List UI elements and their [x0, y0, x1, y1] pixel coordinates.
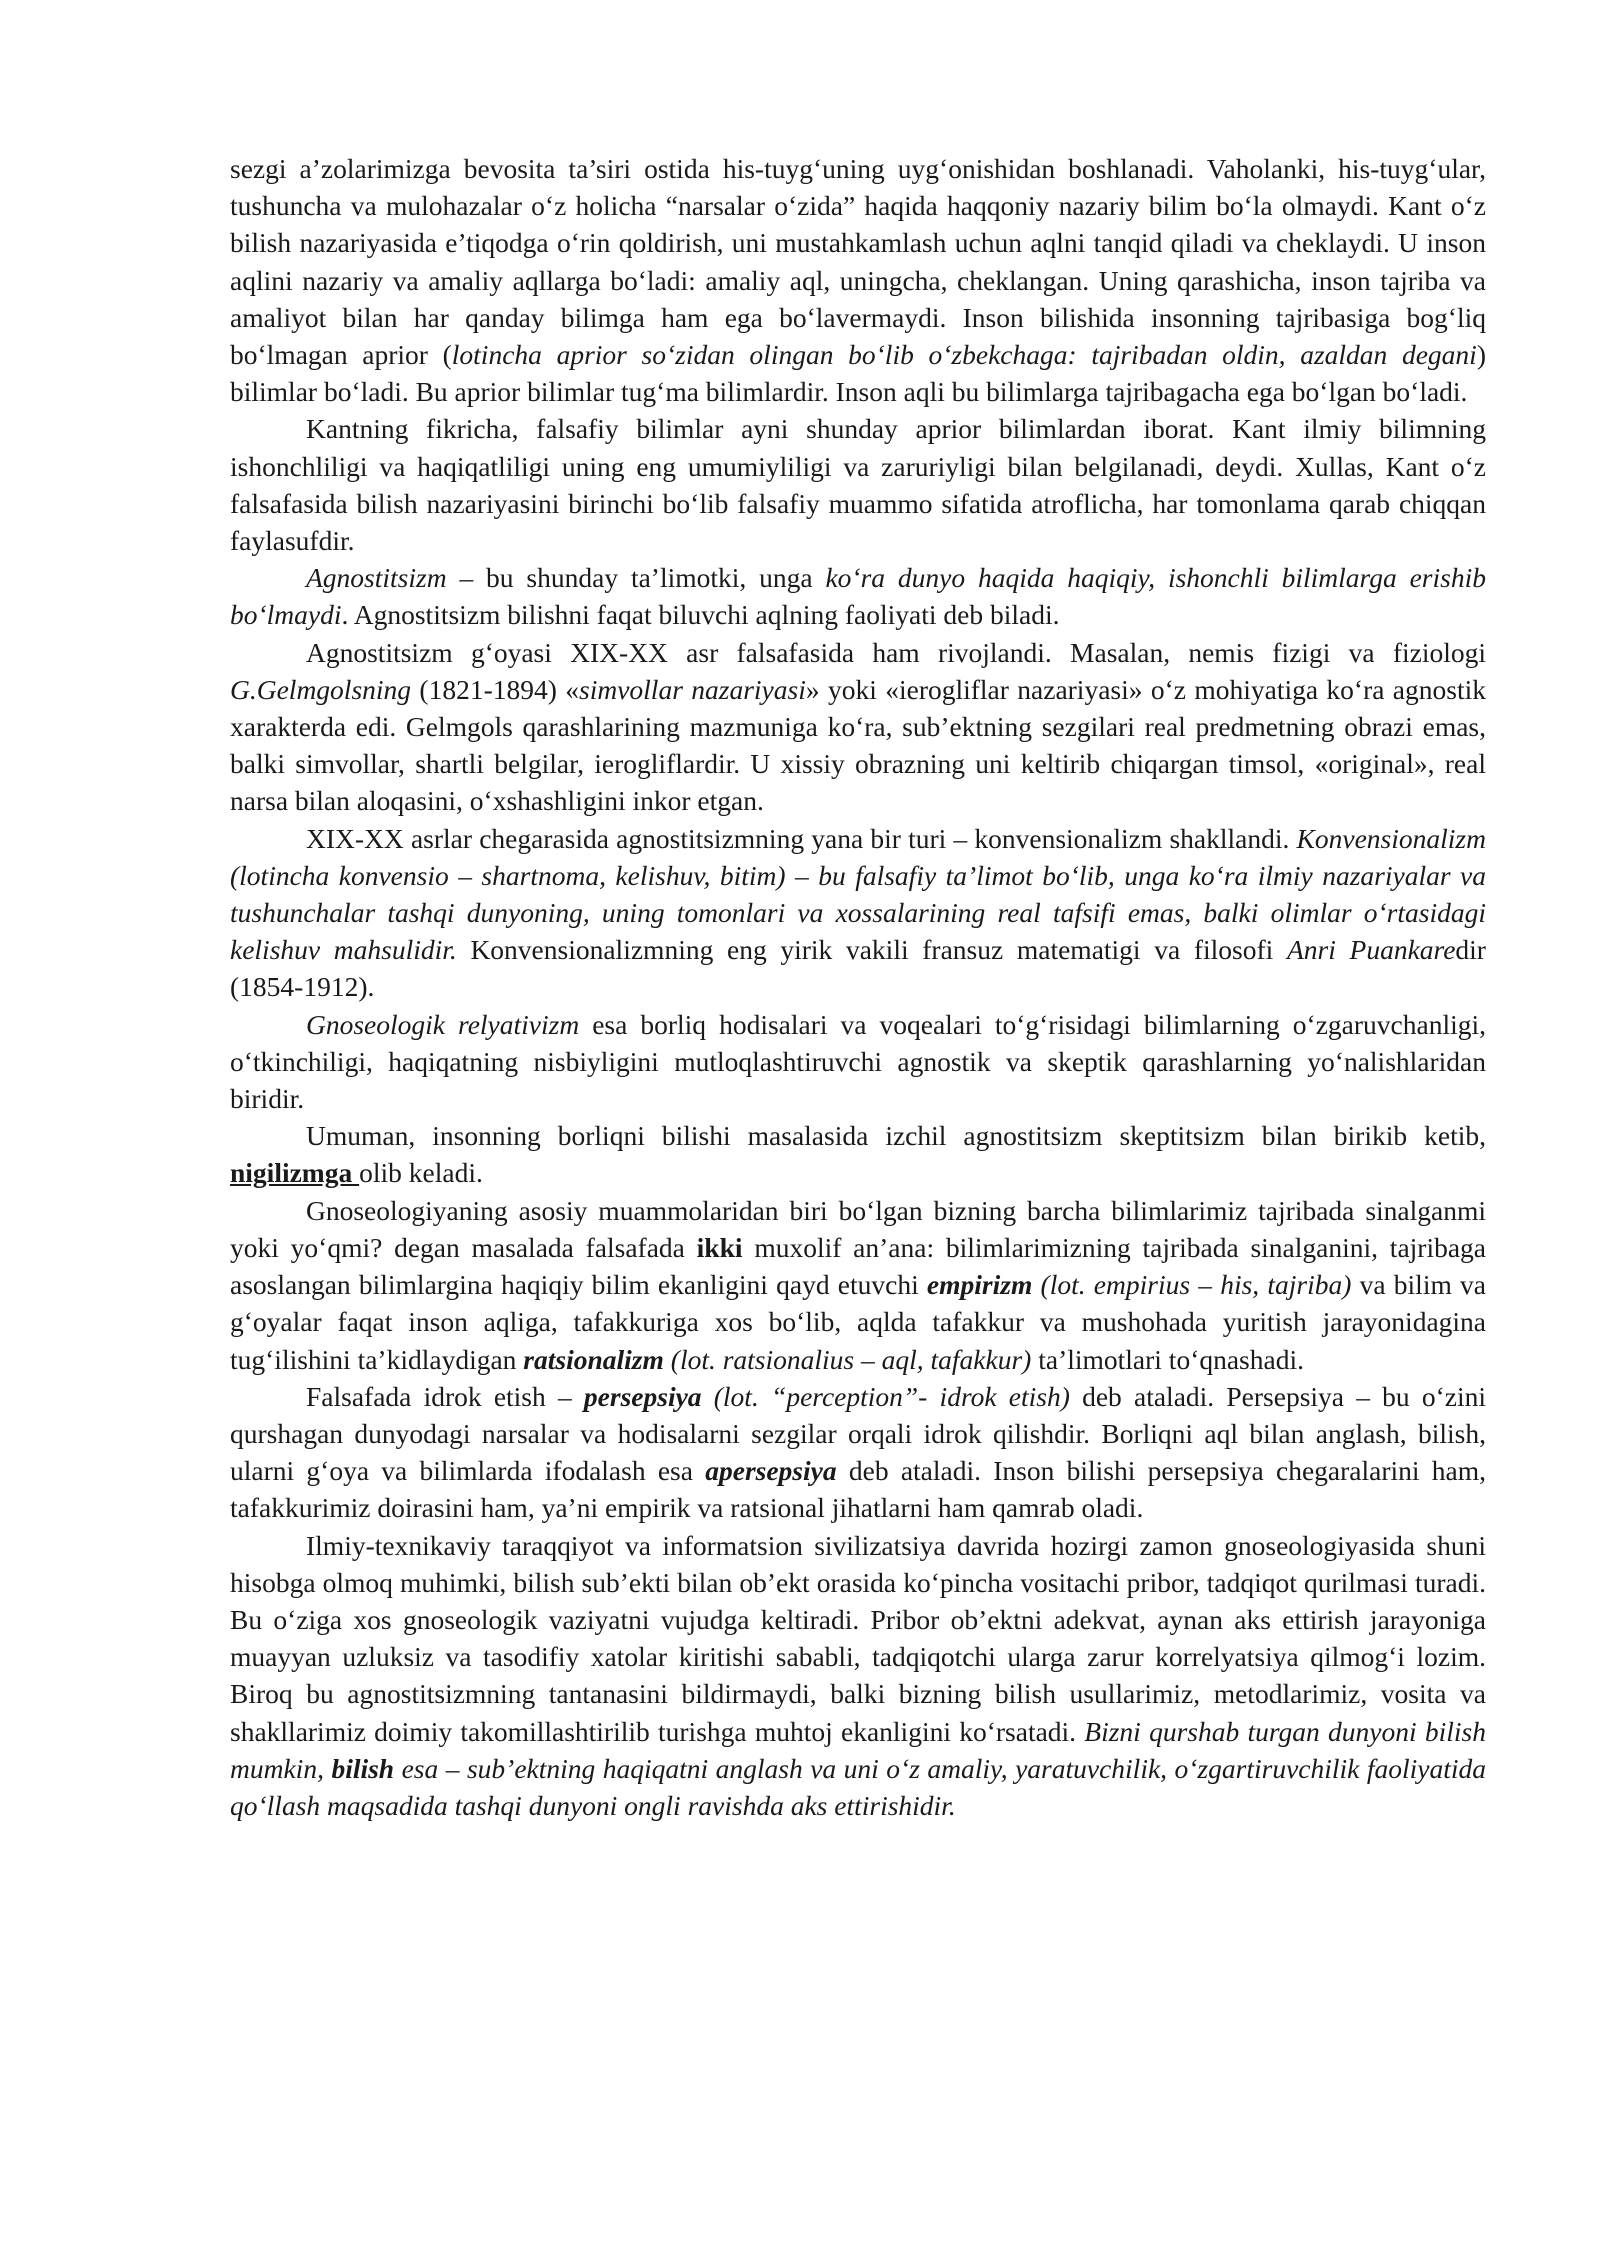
- term-gnoseologik-relyativizm: Gnoseologik relyativizm: [306, 1008, 580, 1040]
- paragraph-kant-theory: [230, 150, 1486, 410]
- name-puankare: Anri Puankare: [1286, 934, 1456, 966]
- text-run: muxolif an’ana: bilimlarimizning tajribada sinalganini, tajribaga asoslangan bilimlargina haqiqiy bilim ekanligini qayd etuvchi: [230, 1231, 1486, 1301]
- text-run: va bilim va g‘oyalar faqat inson aqliga, tafakkuriga xos bo‘lib, aqlda tafakkur va mushohada yuritish jarayonidagina tug‘ilishini ta’kidlaydigan: [230, 1269, 1487, 1375]
- text-run: sezgi a’zolarimizga bevosita ta’siri ostida his-tuyg‘uning uyg‘onishidan boshlanadi. Vaholanki, his-tuyg‘ular, tushuncha va mulohazalar o‘z holicha “narsalar o‘zida” haqida haqqoniy nazariy bilim bo‘la olmaydi. Kant o‘z bilish nazariyasida e’tiqodga o‘rin qoldirish, uni mustahkamlash uchun aqlni tanqid qiladi va cheklaydi. U inson aqlini nazariy va amaliy aqllarga bo‘ladi: amaliy aql, uningcha, cheklangan. Uning qarashicha, inson tajriba va amaliyot bilan har qanday bilimga ham ega bo‘lavermaydi. Inson bilishida insonning tajribasiga bog‘liq bo‘lmagan aprior (: [230, 153, 1486, 371]
- text-run: Gnoseologiyaning asosiy muammolaridan biri bo‘lgan bizning barcha bilimlarimiz tajribada sinalganmi yoki yo‘qmi? degan masalada falsafada: [230, 1194, 1486, 1263]
- paragraph-scientific-progress: [230, 1527, 1486, 1825]
- term-persepsiya: persepsiya: [583, 1380, 702, 1412]
- term-konvensionalizm: Konvensionalizm (lotincha konvensio – shartnoma, kelishuv, bitim) – bu falsafiy ta’limot bo‘lib, unga ko‘ra ilmiy nazariyalar va tushunchalar tashqi dunyoning, uning tomonlari va xossalarining real tafsifi emas, balki olimlar o‘rtasidagi kelishuv mahsulidir.: [230, 822, 1486, 966]
- text-run: dir (1854-1912).: [230, 934, 1486, 1003]
- term-ikki: ikki: [696, 1231, 743, 1263]
- text-run: deb ataladi. Inson bilishi persepsiya chegaralarini ham, tafakkurimiz doirasini ham, ya’ni empirik va ratsional jihatlarni ham qamrab oladi.: [230, 1455, 1486, 1524]
- paragraph-empiricism-rationalism: [230, 1192, 1486, 1378]
- text-run: ta’limotlari to‘qnashadi.: [1031, 1343, 1304, 1375]
- term-simvollar-nazariyasi: simvollar nazariyasi: [579, 673, 806, 705]
- text-run-italic: (lot. empirius – his, tajriba): [1032, 1269, 1352, 1301]
- paragraph-kant-philosophy: [230, 410, 1486, 559]
- text-run: Kantning fikricha, falsafiy bilimlar ayni shunday aprior bilimlardan iborat. Kant ilmiy bilimning ishonchliligi va haqiqatliligi uning eng umumiyliligi va zaruriyligi bilan belgilanadi, deydi. Xullas, Kant o‘z falsafasida bilish nazariyasini birinchi bo‘lib falsafiy muammo sifatida atroflicha, har tomonlama qarab chiqqan faylasufdir.: [230, 413, 1486, 557]
- paragraph-agnosticism-definition: [230, 559, 1486, 633]
- text-run: XIX-XX asrlar chegarasida agnostitsizmning yana bir turi – konvensionalizm shakllandi.: [306, 822, 1297, 854]
- document-page: [230, 150, 1486, 1824]
- term-bilish: bilish: [331, 1752, 395, 1784]
- text-run: Umuman, insonning borliqni bilishi masalasida izchil agnostitsizm skeptitsizm bilan birikib ketib,: [306, 1120, 1486, 1152]
- text-run: olib keladi.: [359, 1157, 483, 1189]
- paragraph-perception: [230, 1378, 1486, 1527]
- text-run-italic: esa – sub’ektning haqiqatni anglash va uni o‘z amaliy, yaratuvchilik, o‘zgartiruvchilik faoliyatida qo‘llash maqsadida tashqi dunyoni ongli ravishda aks ettirishidir.: [230, 1752, 1486, 1821]
- text-run: Falsafada idrok etish –: [306, 1380, 584, 1412]
- paragraph-nihilism: [230, 1117, 1486, 1191]
- text-run-italic: (lot. ratsionalius – aql, tafakkur): [663, 1343, 1032, 1375]
- paragraph-conventionalism: [230, 820, 1486, 1006]
- text-run: Konvensionalizmning eng yirik vakili fransuz matematigi va filosofi: [456, 934, 1287, 966]
- text-run: » yoki «ierogliflar nazariyasi» o‘z mohiyatiga ko‘ra agnostik xarakterda edi. Gelmgols qarashlarining mazmuniga ko‘ra, sub’ektning sezgilari real predmetning obrazi emas, balki simvollar, shartli belgilar, ierogliflardir. U xissiy obrazning uni keltirib chiqargan timsol, «original», real narsa bilan aloqasini, o‘xshashligini inkor etgan.: [230, 673, 1486, 817]
- term-apersepsiya: apersepsiya: [705, 1455, 837, 1487]
- paragraph-helmholtz: [230, 634, 1486, 820]
- text-run-italic: lotincha aprior so‘zidan olingan bo‘lib o‘zbekchaga: tajribadan oldin, azaldan degani: [451, 339, 1477, 371]
- text-run-italic: Bizni qurshab turgan dunyoni bilish mumkin,: [230, 1715, 1486, 1784]
- text-run-italic: (lot. “perception”- idrok etish): [701, 1380, 1070, 1412]
- text-run: ) bilimlar bo‘ladi. Bu aprior bilimlar tug‘ma bilimlardir. Inson aqli bu bilimlarga tajribagacha ega bo‘lgan bo‘ladi.: [230, 339, 1486, 408]
- text-run: (1821-1894) «: [411, 673, 579, 705]
- term-empirizm: empirizm: [926, 1269, 1033, 1301]
- text-run-italic: ko‘ra dunyo haqida haqiqiy, ishonchli bilimlarga erishib bo‘lmaydi: [230, 562, 1486, 631]
- text-run: deb ataladi. Persepsiya – bu o‘zini qurshagan dunyodagi narsalar va hodisalarni sezgilar orqali idrok qilishdir. Borliqni aql bilan anglash, bilish, ularni g‘oya va bilimlarda ifodalash esa: [230, 1380, 1486, 1487]
- text-run: Ilmiy-texnikaviy taraqqiyot va informatsion sivilizatsiya davrida hozirgi zamon gnoseologiyasida shuni hisobga olmoq muhimki, bilish sub’ekti bilan ob’ekt orasida ko‘pincha vositachi pribor, tadqiqot qurilmasi turadi. Bu o‘ziga xos gnoseologik vaziyatni vujudga keltiradi. Pribor ob’ektni adekvat, aynan aks ettirish jarayoniga muayyan uzluksiz va tasodifiy xatolar kiritishi sababli, tadqiqotchi ularga zarur korrelyatsiya qilmog‘i lozim. Biroq bu agnostitsizmning tantanasini bildirmaydi, balki bizning bilish usullarimiz, metodlarimiz, vosita va shakllarimiz doimiy takomillashtirilib turishga muhtoj ekanligini ko‘rsatadi.: [230, 1529, 1486, 1747]
- term-ratsionalizm: ratsionalizm: [523, 1343, 664, 1375]
- text-run: . Agnostitsizm bilishni faqat biluvchi aqlning faoliyati deb biladi.: [341, 599, 1060, 631]
- text-run: esa borliq hodisalari va voqealari to‘g‘risidagi bilimlarning o‘zgaruvchanligi, o‘tkinchiligi, haqiqatning nisbiyligini mutloqlashtiruvchi agnostik va skeptik qarashlarning yo‘nalishlaridan biridir.: [230, 1008, 1486, 1115]
- name-gelmgols: G.Gelmgolsning: [230, 673, 412, 705]
- term-agnostitsizm: Agnostitsizm: [306, 562, 447, 594]
- text-run: – bu shunday ta’limotki, unga: [446, 562, 826, 594]
- paragraph-relativism: [230, 1006, 1486, 1118]
- text-run: Agnostitsizm g‘oyasi XIX-XX asr falsafasida ham rivojlandi. Masalan, nemis fizigi va fiziologi: [306, 636, 1486, 668]
- term-nigilizm: nigilizmga: [230, 1157, 360, 1189]
